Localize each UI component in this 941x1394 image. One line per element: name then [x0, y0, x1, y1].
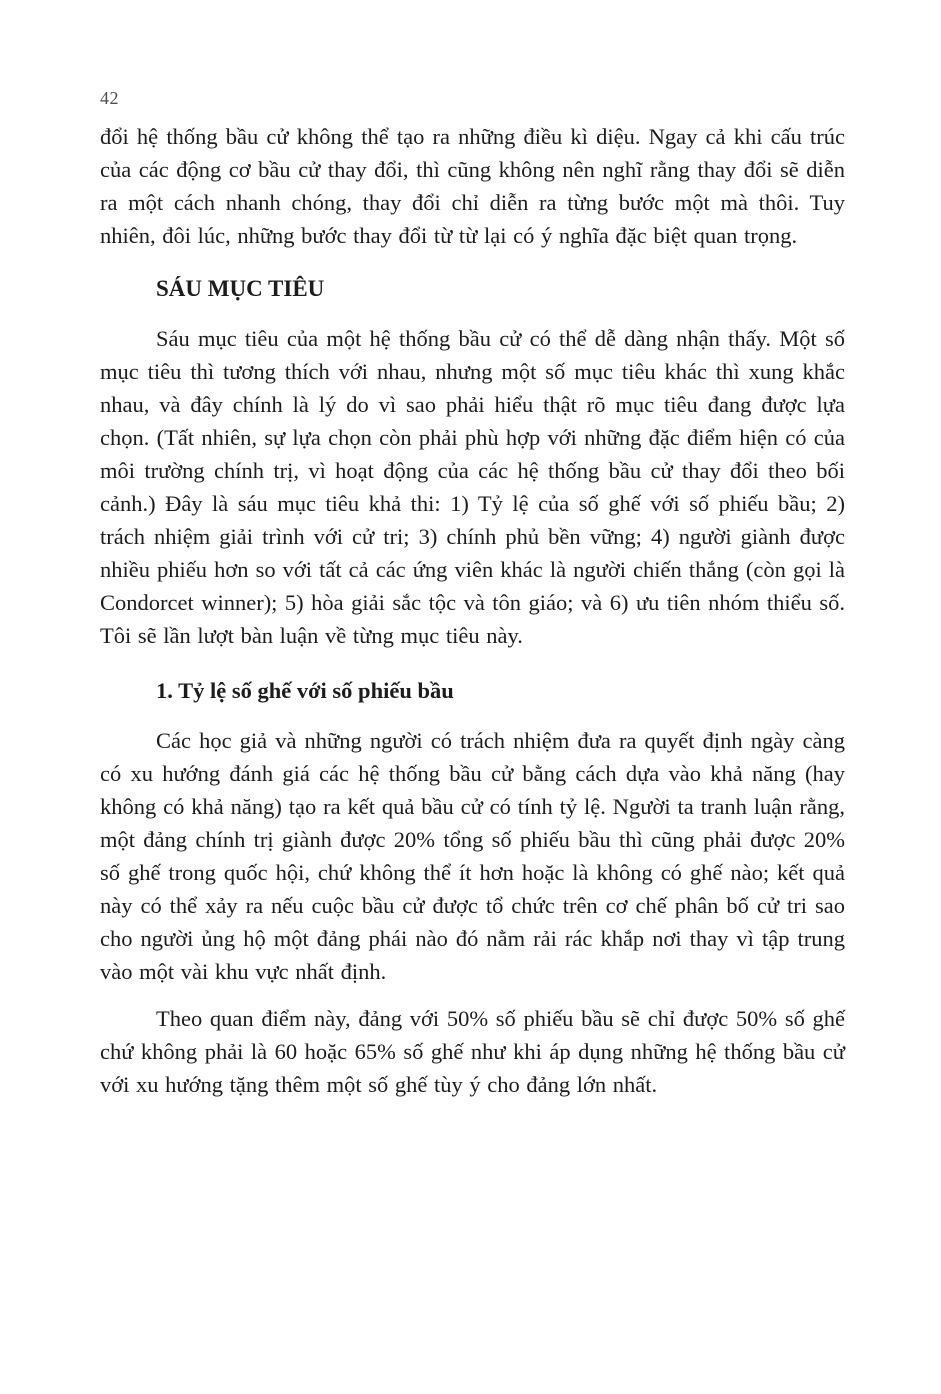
paragraph-continuation: đổi hệ thống bầu cử không thể tạo ra những điều kì diệu. Ngay cả khi cấu trúc của các động cơ bầu cử thay đổi, thì cũng không nên nghĩ rằng thay đổi sẽ diễn ra một cách nhanh chóng, thay đổi chỉ diễn ra từng bước một mà thôi. Tuy nhiên, đôi lúc, những bước thay đổi từ từ lại có ý nghĩa đặc biệt quan trọng.	[100, 124, 845, 248]
paragraph: Các học giả và những người có trách nhiệm đưa ra quyết định ngày càng có xu hướng đánh giá các hệ thống bầu cử bằng cách dựa vào khả năng (hay không có khả năng) tạo ra kết quả bầu cử có tính tỷ lệ. Người ta tranh luận rằng, một đảng chính trị giành được 20% tổng số phiếu bầu thì cũng phải được 20% số ghế trong quốc hội, chứ không thể ít hơn hoặc là không có ghế nào; kết quả này có thể xảy ra nếu cuộc bầu cử được tổ chức trên cơ chế phân bố cử tri sao cho người ủng hộ một đảng phái nào đó nằm rải rác khắp nơi thay vì tập trung vào một vài khu vực nhất định.	[100, 728, 845, 984]
section-heading: SÁU MỤC TIÊU	[156, 276, 325, 301]
paragraph: Sáu mục tiêu của một hệ thống bầu cử có thể dễ dàng nhận thấy. Một số mục tiêu thì tương thích với nhau, nhưng một số mục tiêu khác thì xung khắc nhau, và đây chính là lý do vì sao phải hiểu thật rõ mục tiêu đang được lựa chọn. (Tất nhiên, sự lựa chọn còn phải phù hợp với những đặc điểm hiện có của môi trường chính trị, vì hoạt động của các hệ thống bầu cử thay đổi theo bối cảnh.) Đây là sáu mục tiêu khả thi: 1) Tỷ lệ của số ghế với số phiếu bầu; 2) trách nhiệm giải trình với cử tri; 3) chính phủ bền vững; 4) người giành được nhiều phiếu hơn so với tất cả các ứng viên khác là người chiến thắng (còn gọi là Condorcet winner); 5) hòa giải sắc tộc và tôn giáo; và 6) ưu tiên nhóm thiểu số. Tôi sẽ lần lượt bàn luận về từng mục tiêu này.	[100, 326, 845, 648]
paragraph: Theo quan điểm này, đảng với 50% số phiếu bầu sẽ chỉ được 50% số ghế chứ không phải là 60 hoặc 65% số ghế như khi áp dụng những hệ thống bầu cử với xu hướng tặng thêm một số ghế tùy ý cho đảng lớn nhất.	[100, 1006, 845, 1097]
page-number: 42	[100, 88, 119, 108]
subsection-heading: 1. Tỷ lệ số ghế với số phiếu bầu	[156, 678, 454, 703]
